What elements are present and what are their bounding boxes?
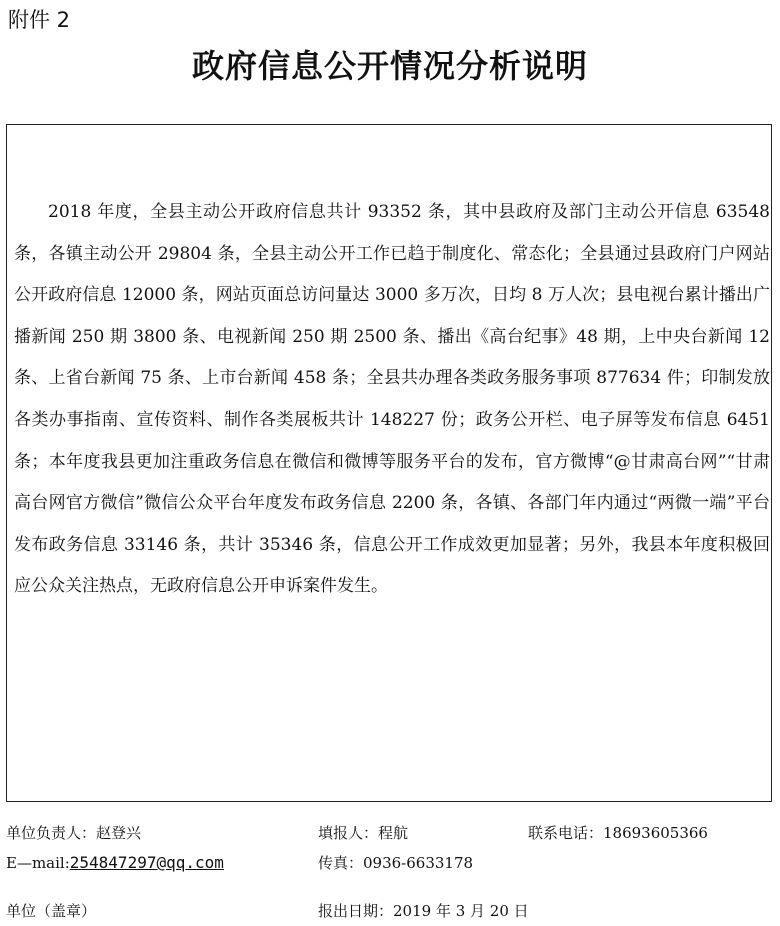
body-paragraph: 2018 年度，全县主动公开政府信息共计 93352 条，其中县政府及部门主动公开信息 63548 条，各镇主动公开 29804 条，全县主动公开工作已趋于制度化、常态化；全县通过县政府门户网站公开政府信息 12000 条，网站页面总访问量达 3000 多万次，日均 8 万人次；县电视台累计播出广播新闻 250 期 3800 条、电视新闻 250 期 2500 条、播出《高台纪事》48 期，上中央台新闻 12 条、上省台新闻 75 条、上市台新闻 458 条；全县共办理各类政务服务事项 877634 件；印制发放各类办事指南、宣传资料、制作各类展板共计 148227 份；政务公开栏、电子屏等发布信息 6451 条；本年度我县更加注重政务信息在微信和微博等服务平台的发布，官方微博“@甘肃高台网”“甘肃高台网官方微信”微信公众平台年度发布政务信息 2200 条，各镇、各部门年内通过“两微一端”平台发布政务信息 33146 条，共计 35346 条，信息公开工作成效更加显著；另外，我县本年度积极回应公众关注热点，无政府信息公开申诉案件发生。 <box>14 202 770 597</box>
unit-seal: 单位（盖章） <box>6 902 97 920</box>
document-title: 政府信息公开情况分析说明 <box>191 47 588 85</box>
attachment-label: 附件 2 <box>8 8 71 32</box>
filler: 填报人：程航 <box>318 824 409 842</box>
unit-head: 单位负责人：赵登兴 <box>6 824 142 842</box>
email-line <box>6 852 224 874</box>
email-link[interactable]: 254847297@qq.com <box>69 853 224 872</box>
email-label: E—mail: <box>6 854 70 872</box>
fax: 传真：0936-6633178 <box>318 854 474 872</box>
contact-phone: 联系电话：18693605366 <box>528 824 708 842</box>
report-date: 报出日期：2019 年 3 月 20 日 <box>318 902 529 920</box>
